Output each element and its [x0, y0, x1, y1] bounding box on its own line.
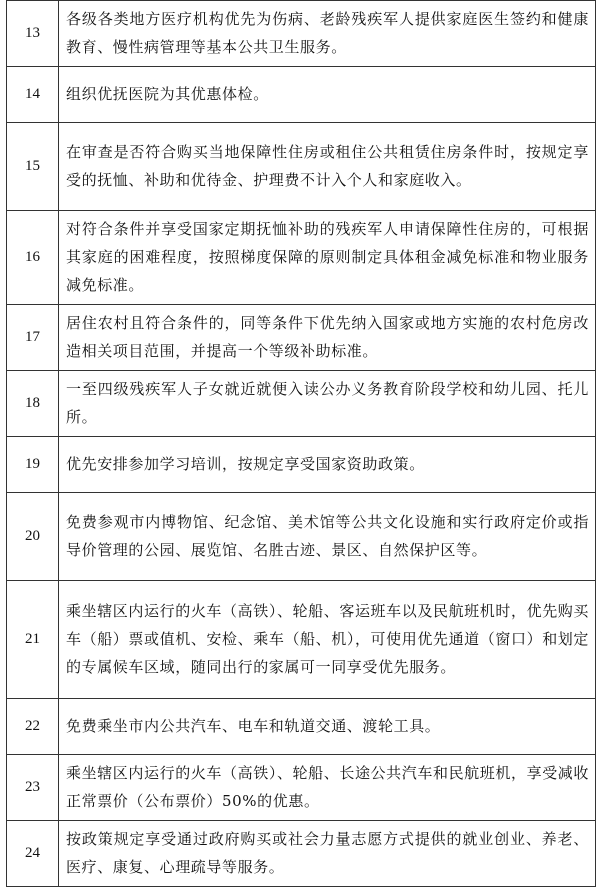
table-row — [7, 371, 596, 437]
row-number: 13 — [7, 1, 59, 67]
row-text: 免费乘坐市内公共汽车、电车和轨道交通、渡轮工具。 — [59, 699, 596, 755]
row-text: 在审查是否符合购买当地保障性住房或租住公共租赁住房条件时，按规定享受的抚恤、补助和优待金、护理费不计入个人和家庭收入。 — [59, 123, 596, 211]
benefits-table — [6, 0, 596, 887]
table-row — [7, 493, 596, 581]
table-row — [7, 755, 596, 821]
row-number: 19 — [7, 437, 59, 493]
row-text: 乘坐辖区内运行的火车（高铁）、轮船、客运班车以及民航班机时，优先购买车（船）票或值机、安检、乘车（船、机），可使用优先通道（窗口）和划定的专属候车区域，随同出行的家属可一同享受优先服务。 — [59, 581, 596, 699]
row-number: 17 — [7, 305, 59, 371]
row-text: 组织优抚医院为其优惠体检。 — [59, 67, 596, 123]
row-text: 居住农村且符合条件的，同等条件下优先纳入国家或地方实施的农村危房改造相关项目范围，并提高一个等级补助标准。 — [59, 305, 596, 371]
table-row — [7, 305, 596, 371]
table-row — [7, 123, 596, 211]
row-number: 21 — [7, 581, 59, 699]
table-row — [7, 699, 596, 755]
row-number: 15 — [7, 123, 59, 211]
row-text: 免费参观市内博物馆、纪念馆、美术馆等公共文化设施和实行政府定价或指导价管理的公园、展览馆、名胜古迹、景区、自然保护区等。 — [59, 493, 596, 581]
table-row — [7, 437, 596, 493]
row-number: 14 — [7, 67, 59, 123]
row-number: 20 — [7, 493, 59, 581]
table-row — [7, 581, 596, 699]
row-number: 18 — [7, 371, 59, 437]
row-text: 各级各类地方医疗机构优先为伤病、老龄残疾军人提供家庭医生签约和健康教育、慢性病管理等基本公共卫生服务。 — [59, 1, 596, 67]
row-number: 24 — [7, 821, 59, 887]
table-row — [7, 211, 596, 305]
table-row — [7, 1, 596, 67]
row-text: 对符合条件并享受国家定期抚恤补助的残疾军人申请保障性住房的，可根据其家庭的困难程度，按照梯度保障的原则制定具体租金减免标准和物业服务减免标准。 — [59, 211, 596, 305]
row-text: 优先安排参加学习培训，按规定享受国家资助政策。 — [59, 437, 596, 493]
row-text: 一至四级残疾军人子女就近就便入读公办义务教育阶段学校和幼儿园、托儿所。 — [59, 371, 596, 437]
row-text: 乘坐辖区内运行的火车（高铁）、轮船、长途公共汽车和民航班机，享受减收正常票价（公布票价）50%的优惠。 — [59, 755, 596, 821]
row-number: 22 — [7, 699, 59, 755]
row-number: 23 — [7, 755, 59, 821]
table-row — [7, 67, 596, 123]
row-number: 16 — [7, 211, 59, 305]
row-text: 按政策规定享受通过政府购买或社会力量志愿方式提供的就业创业、养老、医疗、康复、心理疏导等服务。 — [59, 821, 596, 887]
